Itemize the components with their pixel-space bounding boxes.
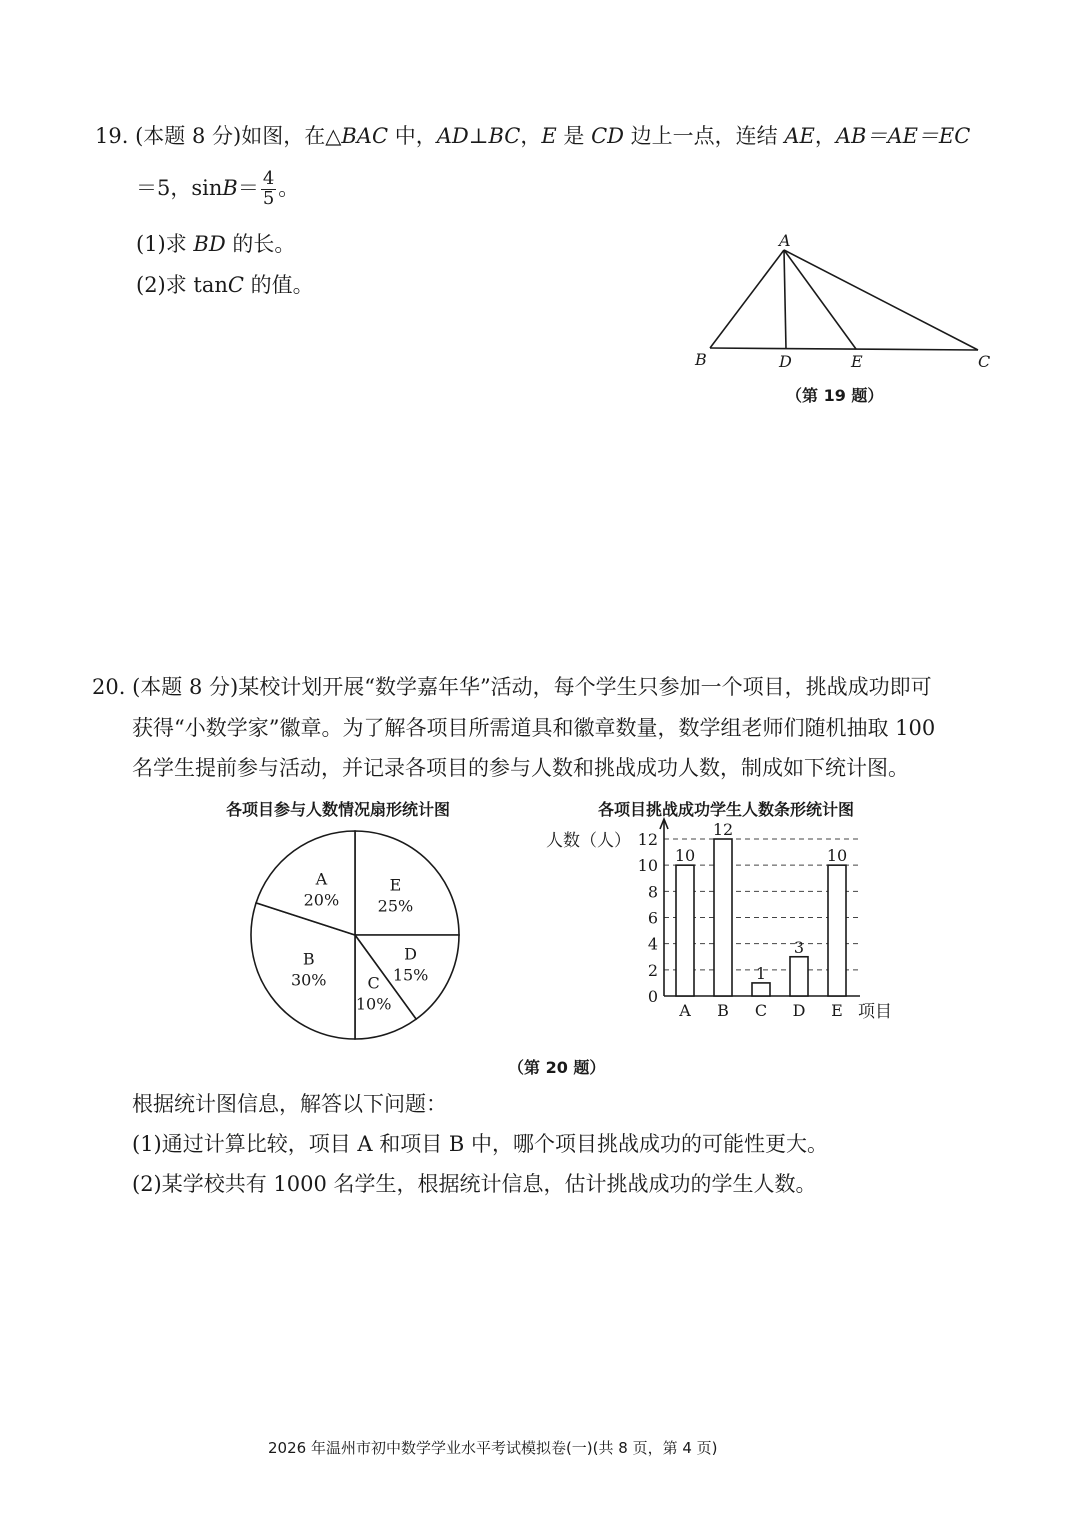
pie-label-b: B bbox=[302, 949, 315, 969]
side-bc bbox=[710, 348, 978, 350]
q20-number: 20. bbox=[92, 675, 126, 699]
vertex-label-d: D bbox=[779, 352, 792, 371]
q19-sub1: (1)求 BD 的长。 bbox=[136, 232, 296, 256]
bar-value-label-d: 3 bbox=[793, 937, 805, 957]
vertex-label-e: E bbox=[851, 352, 863, 371]
q20-line2: 获得“小数学家”徽章。为了解各项目所需道具和徽章数量，数学组老师们随机抽取 100 bbox=[132, 716, 936, 740]
x-tick-label-c: C bbox=[754, 1001, 768, 1020]
x-tick-label-a: A bbox=[679, 1001, 691, 1020]
bar-e bbox=[828, 865, 846, 996]
q19-number: 19. bbox=[95, 124, 129, 148]
pie-percent-e: 25% bbox=[377, 896, 414, 916]
q20-after1: 根据统计图信息，解答以下问题： bbox=[132, 1092, 447, 1116]
y-tick-label: 2 bbox=[647, 960, 658, 980]
pie-percent-b: 30% bbox=[290, 970, 327, 990]
q20-after2: (1)通过计算比较，项目 A 和项目 B 中，哪个项目挑战成功的可能性更大。 bbox=[132, 1132, 829, 1156]
q19-score: (本题 8 分) bbox=[135, 124, 242, 148]
bar-c bbox=[752, 983, 770, 996]
side-ab bbox=[710, 250, 784, 348]
triangle-figure bbox=[680, 228, 1010, 378]
q20-line3: 名学生提前参与活动，并记录各项目的参与人数和挑战成功人数，制成如下统计图。 bbox=[132, 756, 909, 780]
bar-d bbox=[790, 957, 808, 996]
q20-line1: 20. (本题 8 分)某校计划开展“数学嘉年华”活动，每个学生只参加一个项目，挑战成功即可 bbox=[92, 675, 932, 699]
pie-percent-a: 20% bbox=[303, 890, 340, 910]
bar-a bbox=[676, 865, 694, 996]
pie-slice-e bbox=[355, 831, 459, 935]
y-tick-label: 8 bbox=[647, 882, 658, 902]
y-tick-label: 10 bbox=[637, 856, 658, 876]
q19-sub2: (2)求 tanC 的值。 bbox=[136, 273, 314, 297]
pie-chart bbox=[240, 820, 470, 1050]
y-tick-label: 12 bbox=[637, 830, 658, 849]
x-tick-label-b: B bbox=[717, 1001, 729, 1020]
y-tick-label: 4 bbox=[647, 934, 658, 954]
bar-value-label-a: 10 bbox=[674, 846, 696, 866]
pie-label-c: C bbox=[367, 973, 380, 993]
q20-score: (本题 8 分) bbox=[132, 675, 239, 699]
y-tick-label: 0 bbox=[647, 987, 658, 1006]
x-tick-label-e: E bbox=[831, 1001, 843, 1020]
y-axis-label: 人数（人） bbox=[546, 831, 631, 851]
segment-ad bbox=[784, 250, 786, 349]
bar-value-label-e: 10 bbox=[826, 846, 848, 866]
pie-label-e: E bbox=[389, 875, 402, 895]
q19-line2: ＝5，sinB＝ $\frac{4}{5}$ 。 bbox=[136, 168, 300, 209]
vertex-label-c: C bbox=[978, 352, 991, 371]
q19-line1: 19. (本题 8 分)如图，在△BAC 中，AD⊥BC，E 是 CD 边上一点，连结 AE，AB＝AE＝EC bbox=[95, 124, 971, 148]
bar-chart bbox=[540, 815, 910, 1030]
bar-chart-title: 各项目挑战成功学生人数条形统计图 bbox=[598, 800, 855, 819]
bar-value-label-c: 1 bbox=[755, 963, 767, 983]
x-tick-label-d: D bbox=[792, 1001, 806, 1020]
vertex-label-a: A bbox=[779, 231, 791, 250]
pie-percent-d: 15% bbox=[392, 965, 429, 985]
bar-b bbox=[714, 839, 732, 996]
vertex-label-b: B bbox=[695, 350, 707, 369]
q19-caption: （第 19 题） bbox=[786, 386, 884, 405]
q20-after3: (2)某学校共有 1000 名学生，根据统计信息，估计挑战成功的学生人数。 bbox=[132, 1172, 817, 1196]
q20-caption: （第 20 题） bbox=[508, 1058, 606, 1077]
page-footer: 2026 年温州市初中数学学业水平考试模拟卷(一)(共 8 页，第 4 页) bbox=[268, 1439, 718, 1457]
pie-chart-title: 各项目参与人数情况扇形统计图 bbox=[226, 800, 451, 819]
side-ac bbox=[784, 250, 978, 350]
bar-value-label-b: 12 bbox=[712, 820, 734, 839]
pie-percent-c: 10% bbox=[355, 994, 392, 1014]
pie-label-a: A bbox=[315, 869, 328, 889]
x-axis-label: 项目 bbox=[858, 1002, 892, 1022]
pie-label-d: D bbox=[404, 944, 418, 964]
y-tick-label: 6 bbox=[647, 908, 658, 928]
fraction-4-5: $\frac{4}{5}$ bbox=[262, 168, 275, 209]
segment-ae bbox=[784, 250, 856, 349]
